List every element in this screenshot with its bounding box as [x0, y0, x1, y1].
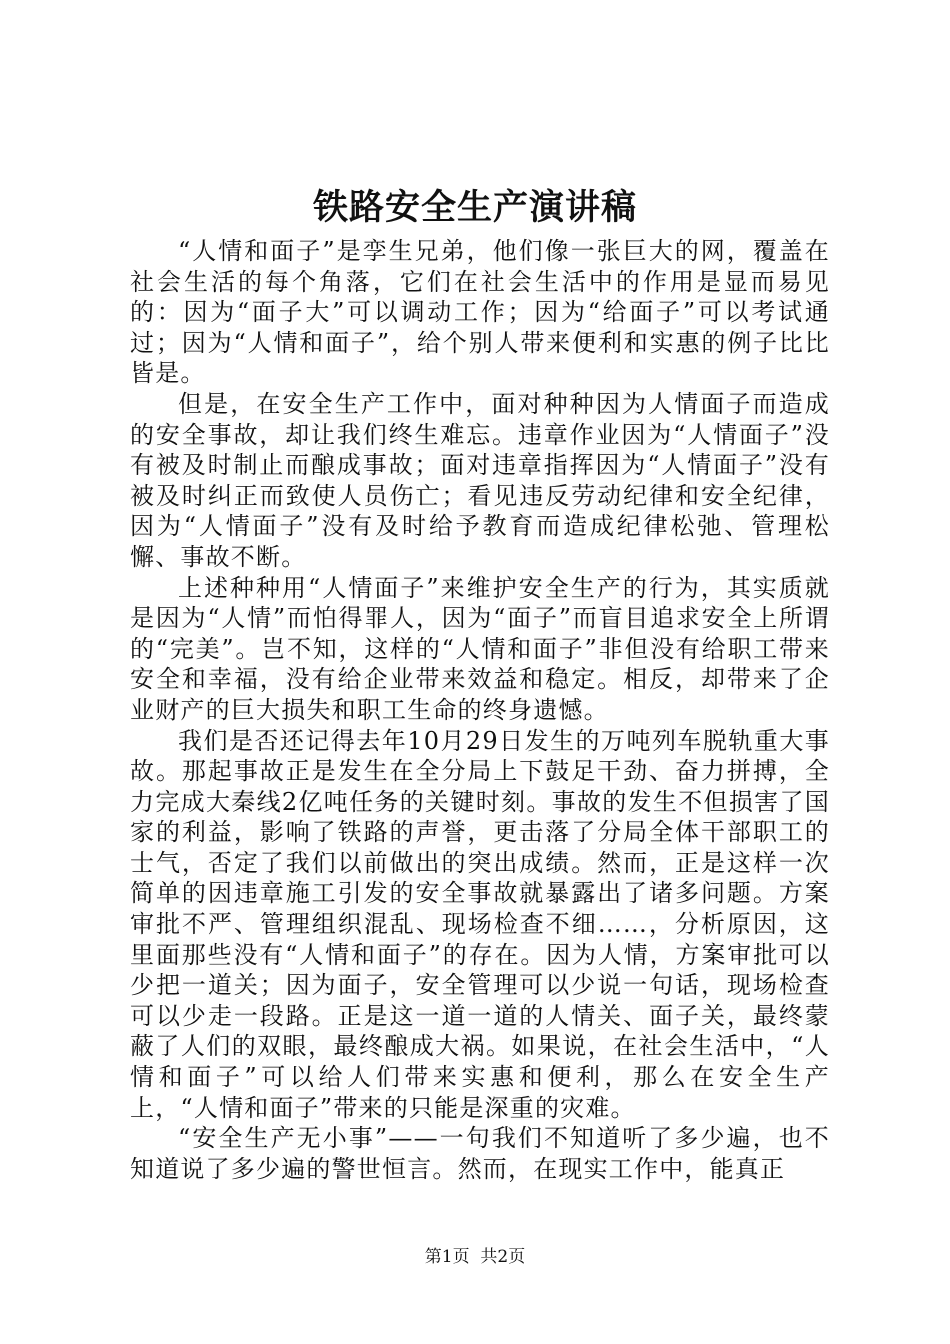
document-body — [130, 236, 830, 1184]
page-total: 共2页 — [480, 1247, 526, 1267]
paragraph-2: 但是，在安全生产工作中，面对种种因为人情面子而造成的安全事故，却让我们终生难忘。违章作业因为“人情面子”没有被及时制止而酿成事故；面对违章指挥因为“人情面子”没有被及时纠正而致使人员伤亡；看见违反劳动纪律和安全纪律，因为“人情面子”没有及时给予教育而造成纪律松弛、管理松懈、事故不断。 — [130, 389, 830, 571]
page-footer — [0, 1246, 950, 1268]
paragraph-3: 上述种种用“人情面子”来维护安全生产的行为，其实质就是因为“人情”而怕得罪人，因为“面子”而盲目追求安全上所谓的“完美”。岂不知，这样的“人情和面子”非但没有给职工带来安全和幸福，没有给企业带来效益和稳定。相反，却带来了企业财产的巨大损失和职工生命的终身遗憾。 — [130, 573, 830, 724]
paragraph-4: 我们是否还记得去年10月29日发生的万吨列车脱轨重大事故。那起事故正是发生在全分局上下鼓足干劲、奋力拼搏，全力完成大秦线2亿吨任务的关键时刻。事故的发生不但损害了国家的利益，影响了铁路的声誉，更击落了分局全体干部职工的士气，否定了我们以前做出的突出成绩。然而，正是这样一次简单的因违章施工引发的安全事故就暴露出了诸多问题。方案审批不严、管理组织混乱、现场检查不细……，分析原因，这里面那些没有“人情和面子”的存在。因为人情，方案审批可以少把一道关；因为面子，安全管理可以少说一句话，现场检查可以少走一段路。正是这一道一道的人情关、面子关，最终蒙蔽了人们的双眼，最终酿成大祸。如果说，在社会生活中，“人情和面子”可以给人们带来实惠和便利，那么在安全生产上，“人情和面子”带来的只能是深重的灾难。 — [130, 726, 830, 1122]
document-title: 铁路安全生产演讲稿 — [312, 187, 637, 228]
page-number: 第1页 — [424, 1247, 470, 1267]
paragraph-5: “安全生产无小事”——一句我们不知道听了多少遍，也不知道说了多少遍的警世恒言。然而，在现实工作中，能真正 — [130, 1124, 830, 1183]
paragraph-1: “人情和面子”是孪生兄弟，他们像一张巨大的网，覆盖在社会生活的每个角落，它们在社会生活中的作用是显而易见的：因为“面子大”可以调动工作；因为“给面子”可以考试通过；因为“人情和面子”，给个别人带来便利和实惠的例子比比皆是。 — [130, 237, 830, 388]
